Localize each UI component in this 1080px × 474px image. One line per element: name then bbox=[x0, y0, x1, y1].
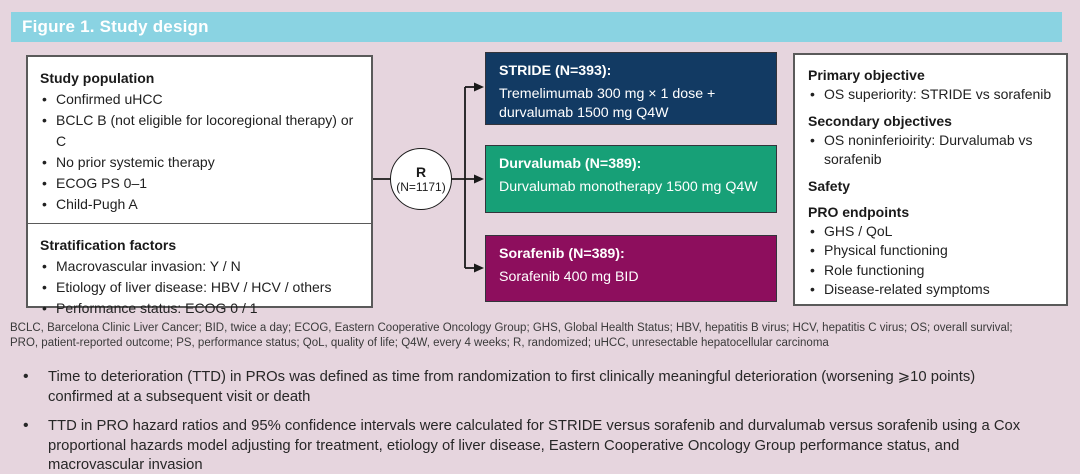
note-ttd-analysis: • TTD in PRO hazard ratios and 95% confidence intervals were calculated for STRIDE versus sorafenib and durvalumab versus sorafenib using a Cox proportional hazards model adjusting for treatment, etiology of liver disease, Eastern Cooperative Oncology Group performance status, and macrovascular invasion bbox=[10, 417, 1024, 474]
list-item: • GHS / QoL bbox=[808, 222, 1056, 242]
arm-sorafenib-box bbox=[485, 235, 777, 302]
stratification-list bbox=[40, 256, 363, 319]
arm-sorafenib-description: Sorafenib 400 mg BID bbox=[499, 269, 639, 285]
note-ttd-definition: • Time to deterioration (TTD) in PROs was defined as time from randomization to first clinically meaningful deterioration (worsening ⩾10 points) confirmed at a subsequent visit or death bbox=[10, 368, 1024, 407]
figure-title: Figure 1. Study design bbox=[22, 17, 209, 36]
list-item: • Child-Pugh A bbox=[40, 194, 363, 215]
list-item: • Etiology of liver disease: HBV / HCV / others bbox=[40, 277, 363, 298]
list-item: • No prior systemic therapy bbox=[40, 152, 363, 173]
pro-endpoints-heading: PRO endpoints bbox=[808, 203, 910, 220]
arm-stride-box bbox=[485, 52, 777, 125]
list-item: • Macrovascular invasion: Y / N bbox=[40, 256, 363, 277]
secondary-objectives-list bbox=[808, 131, 1056, 170]
arm-durvalumab-title: Durvalumab (N=389): bbox=[499, 156, 642, 172]
primary-objective-heading: Primary objective bbox=[808, 67, 925, 83]
figure-title-bar bbox=[11, 12, 1062, 42]
abbreviations-footnote bbox=[10, 321, 1076, 350]
stratification-section bbox=[28, 223, 371, 327]
list-item: • BCLC B (not eligible for locoregional therapy) or C bbox=[40, 110, 363, 152]
arm-stride-description: Tremelimumab 300 mg × 1 dose + durvalumab 1500 mg Q4W bbox=[499, 86, 716, 121]
arm-sorafenib-title: Sorafenib (N=389): bbox=[499, 246, 625, 262]
study-population-heading: Study population bbox=[40, 70, 155, 86]
stratification-heading: Stratification factors bbox=[40, 237, 177, 253]
objectives-box bbox=[793, 53, 1068, 306]
arrow-to-sorafenib bbox=[474, 264, 484, 273]
pro-endpoints-list bbox=[808, 222, 1056, 300]
primary-objective-list bbox=[808, 85, 1056, 105]
arrow-to-stride bbox=[474, 83, 484, 92]
flow-arrowheads bbox=[474, 83, 484, 273]
abbreviations-line-2: PRO, patient-reported outcome; PS, performance status; QoL, quality of life; Q4W, every 4 weeks; R, randomized; uHCC, unresectable hepatocellular carcinoma bbox=[10, 336, 829, 349]
list-item: • Performance status: ECOG 0 / 1 bbox=[40, 298, 363, 319]
arm-durvalumab-box bbox=[485, 145, 777, 213]
arm-stride-title: STRIDE (N=393): bbox=[499, 63, 612, 79]
secondary-objectives-heading: Secondary objectives bbox=[808, 112, 952, 129]
methodology-notes bbox=[10, 368, 1024, 474]
study-population-box bbox=[26, 55, 373, 316]
list-item: • OS superiority: STRIDE vs sorafenib bbox=[808, 85, 1056, 105]
safety-heading: Safety bbox=[808, 177, 851, 194]
list-item: • Confirmed uHCC bbox=[40, 89, 363, 110]
list-item: • Physical functioning bbox=[808, 241, 1056, 261]
randomization-n: (N=1171) bbox=[396, 179, 446, 194]
list-item: • Disease-related symptoms bbox=[808, 280, 1056, 300]
list-item: • OS noninferioirity: Durvalumab vs sorafenib bbox=[808, 131, 1056, 170]
randomization-node bbox=[390, 148, 452, 210]
abbreviations-line-1: BCLC, Barcelona Clinic Liver Cancer; BID, twice a day; ECOG, Eastern Cooperative Oncology Group; GHS, Global Health Status; HBV, hepatitis B virus; HCV, hepatitis C virus; OS; overall survival; bbox=[10, 322, 1013, 334]
study-population-list bbox=[40, 89, 363, 215]
arm-durvalumab-description: Durvalumab monotherapy 1500 mg Q4W bbox=[499, 179, 758, 195]
study-population-section bbox=[28, 57, 371, 223]
list-item: • ECOG PS 0–1 bbox=[40, 173, 363, 194]
randomization-label: R bbox=[415, 163, 427, 180]
arrow-to-durvalumab bbox=[474, 175, 484, 184]
list-item: • Role functioning bbox=[808, 261, 1056, 281]
